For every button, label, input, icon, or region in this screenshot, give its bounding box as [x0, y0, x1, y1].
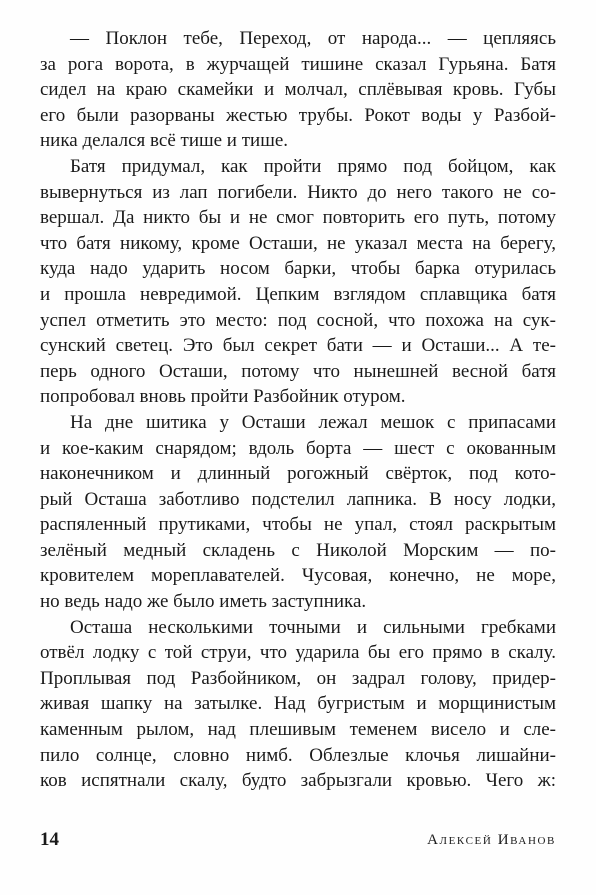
- text-line: кровителем мореплавателей. Чусовая, конечно, не море,: [40, 565, 556, 587]
- text-line: ника делался всё тише и тише.: [40, 130, 289, 152]
- text-line: и кое-каким снарядом; вдоль борта — шест с окованным: [40, 437, 556, 459]
- text-line: Проплывая под Разбойником, он задрал голову, придер-: [40, 667, 556, 689]
- text-line: но ведь надо же было иметь заступника.: [40, 591, 367, 613]
- text-line: — Поклон тебе, Переход, от народа... — цепляясь: [70, 28, 556, 49]
- text-line: его были разорваны жестью трубы. Рокот воды у Разбой-: [40, 104, 556, 126]
- text-line: и прошла невредимой. Цепким взглядом сплавщика батя: [40, 283, 556, 305]
- text-line: успел отметить это место: под сосной, что похожа на сук-: [40, 309, 556, 331]
- text-line: отвёл лодку с той струи, что ударила бы его прямо в скалу.: [40, 642, 556, 664]
- text-line: рый Осташа заботливо подстелил лапника. В носу лодки,: [40, 488, 556, 510]
- text-line: за рога ворота, в журчащей тишине сказал Гурьяна. Батя: [40, 53, 556, 75]
- page-footer: [40, 826, 556, 856]
- text-line: Осташа несколькими точными и сильными гребками: [70, 616, 556, 638]
- text-line: На дне шитика у Осташи лежал мешок с припасами: [70, 411, 556, 433]
- text-line: распяленный прутиками, чтобы не упал, стоял раскрытым: [40, 514, 556, 536]
- text-line: сунский светец. Это был секрет бати — и Осташи... А те-: [40, 335, 556, 357]
- text-line: каменным рылом, над плешивым теменем висело и сле-: [40, 719, 556, 741]
- page-number: 14: [40, 829, 59, 850]
- text-line: Батя придумал, как пройти прямо под бойцом, как: [70, 155, 556, 177]
- text-line: вывернуться из лап погибели. Никто до него такого не со-: [40, 181, 556, 203]
- text-line: зелёный медный складень с Николой Морским — по-: [40, 539, 556, 561]
- text-line: живая шапку на затылке. Над бугристым и морщинистым: [40, 693, 556, 715]
- text-line: что батя никому, кроме Осташи, не указал места на берегу,: [40, 232, 556, 254]
- text-line: попробовал вновь пройти Разбойник отуром.: [40, 386, 406, 408]
- running-footer-author: Алексей Иванов: [427, 832, 556, 848]
- page-text-body: [40, 26, 556, 794]
- text-line: вершал. Да никто бы и не смог повторить его путь, потому: [40, 207, 556, 229]
- text-line: сидел на краю скамейки и молчал, сплёвывая кровь. Губы: [40, 79, 556, 101]
- text-line: перь одного Осташи, потому что нынешней весной батя: [40, 360, 556, 382]
- text-line: куда надо ударить носом барки, чтобы барка отурилась: [40, 258, 556, 280]
- text-line: пило солнце, словно нимб. Облезлые клочья лишайни-: [40, 744, 556, 766]
- text-line: ков испятнали скалу, будто забрызгали кровью. Чего ж:: [40, 770, 556, 792]
- text-line: наконечником и длинный рогожный свёрток, под кото-: [40, 463, 556, 485]
